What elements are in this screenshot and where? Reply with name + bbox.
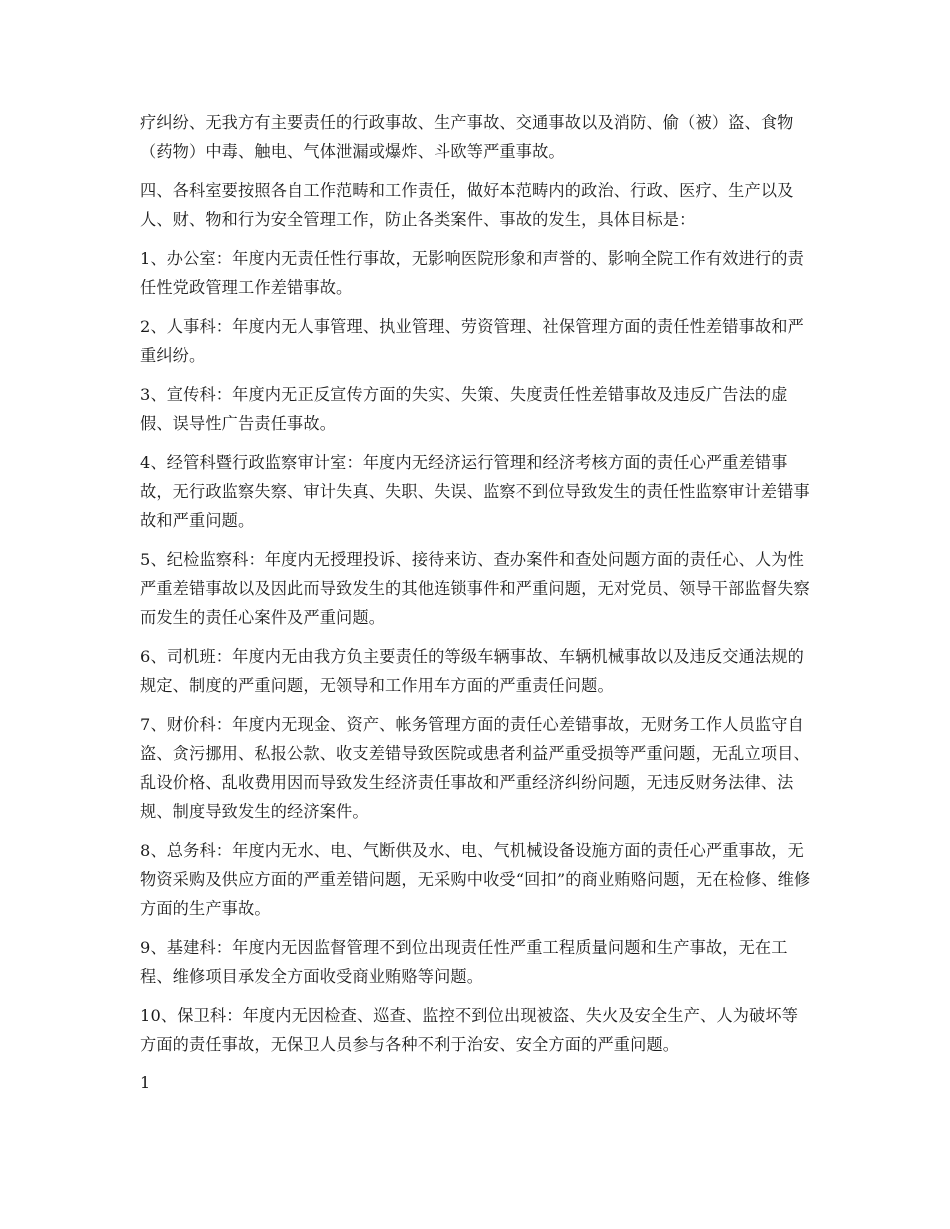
paragraph-publicity: 3、宣传科：年度内无正反宣传方面的失实、失策、失度责任性差错事故及违反广告法的虚假、误导性广告责任事故。 <box>140 385 788 433</box>
paragraph-drivers: 6、司机班：年度内无由我方负主要责任的等级车辆事故、车辆机械事故以及违反交通法规的规定、制度的严重问题，无领导和工作用车方面的严重责任问题。 <box>140 647 804 695</box>
paragraph-section-four: 四、各科室要按照各自工作范畴和工作责任，做好本范畴内的政治、行政、医疗、生产以及人、财、物和行为安全管理工作，防止各类案件、事故的发生，具体目标是： <box>140 181 794 229</box>
page-number: 1 <box>140 1073 151 1092</box>
paragraph-office: 1、办公室：年度内无责任性行事故，无影响医院形象和声誉的、影响全院工作有效进行的责任性党政管理工作差错事故。 <box>140 249 804 297</box>
paragraph-management-audit: 4、经管科暨行政监察审计室：年度内无经济运行管理和经济考核方面的责任心严重差错事故，无行政监察失察、审计失真、失职、失误、监察不到位导致发生的责任性监察审计差错事故和严重问题。 <box>140 453 810 530</box>
paragraph-personnel: 2、人事科：年度内无人事管理、执业管理、劳资管理、社保管理方面的责任性差错事故和严重纠纷。 <box>140 317 804 365</box>
paragraph-discipline-inspection: 5、纪检监察科：年度内无授理投诉、接待来访、查办案件和查处问题方面的责任心、人为性严重差错事故以及因此而导致发生的其他连锁事件和严重问题，无对党员、领导干部监督失察而发生的责任心案件及严重问题。 <box>140 550 810 627</box>
paragraph-finance: 7、财价科：年度内无现金、资产、帐务管理方面的责任心差错事故，无财务工作人员监守自盗、贪污挪用、私报公款、收支差错导致医院或患者利益严重受损等严重问题，无乱立项目、乱设价格、乱收费用因而导致发生经济责任事故和严重经济纠纷问题，无违反财务法律、法规、制度导致发生的经济案件。 <box>140 715 810 821</box>
document-body <box>140 108 812 1069</box>
paragraph-security: 10、保卫科：年度内无因检查、巡查、监控不到位出现被盗、失火及安全生产、人为破坏等方面的责任事故，无保卫人员参与各种不利于治安、安全方面的严重问题。 <box>140 1006 799 1054</box>
paragraph-general-affairs: 8、总务科：年度内无水、电、气断供及水、电、气机械设备设施方面的责任心严重事故，无物资采购及供应方面的严重差错问题，无采购中收受“回扣”的商业贿赂问题，无在检修、维修方面的生产事故。 <box>140 841 811 918</box>
paragraph-infrastructure: 9、基建科：年度内无因监督管理不到位出现责任性严重工程质量问题和生产事故，无在工程、维修项目承发全方面收受商业贿赂等问题。 <box>140 938 788 986</box>
paragraph-continued-accidents: 疗纠纷、无我方有主要责任的行政事故、生产事故、交通事故以及消防、偷（被）盗、食物（药物）中毒、触电、气体泄漏或爆炸、斗欧等严重事故。 <box>140 113 794 161</box>
